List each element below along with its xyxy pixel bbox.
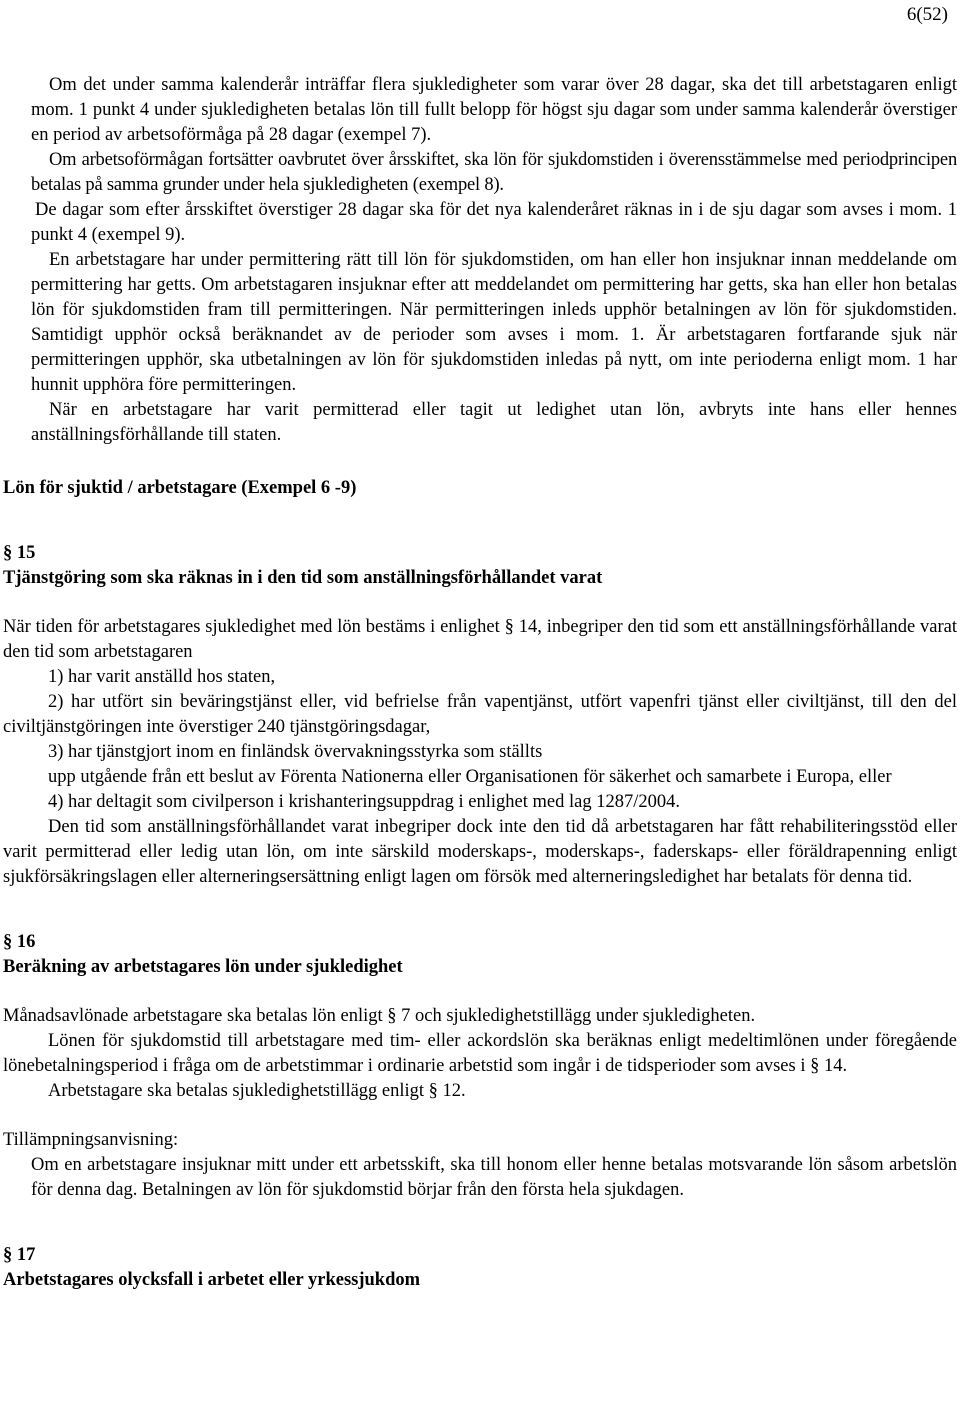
section-heading: Lön för sjuktid / arbetstagare (Exempel 6 -9) bbox=[3, 478, 357, 498]
s16-paragraph-2: Lönen för sjukdomstid till arbetstagare med tim- eller ackordslön ska beräknas enligt medeltimlönen under föregående lönebetalningsperiod i fråga om de arbetstimmar i ordinarie arbetstid som ingår i de tidsperioder som avses i § 14. bbox=[3, 1031, 957, 1076]
page-number: 6(52) bbox=[906, 4, 948, 25]
guidance-label: Tillämpningsanvisning: bbox=[3, 1130, 179, 1150]
intro-block bbox=[3, 73, 957, 448]
paragraph-title-15: Tjänstgöring som ska räknas in i den tid som anställningsförhållandet varat bbox=[3, 568, 603, 588]
s15-item-3: 3) har tjänstgjort inom en finländsk övervakningsstyrka som ställts bbox=[48, 742, 543, 762]
spacer bbox=[3, 1104, 957, 1128]
intro-paragraph-4: En arbetstagare har under permittering rätt till lön för sjukdomstiden, om han eller hon insjuknar innan meddelande om permittering har getts. Om arbetstagaren insjuknar efter att meddelandet om permittering har getts, ska han eller hon betalas lön för sjukdomstiden fram till permitteringen. När permitteringen inleds upphör betalningen av lön för sjukdomstiden. Samtidigt upphör också beräknandet av de perioder som avses i mom. 1. Är arbetstagaren fortfarande sjuk när permitteringen upphör, ska utbetalningen av lön för sjukdomstiden inledas på nytt, om inte perioderna enligt mom. 1 har hunnit upphöra före permitteringen. bbox=[31, 250, 957, 395]
intro-paragraph-3: De dagar som efter årsskiftet överstiger 28 dagar ska för det nya kalenderåret räknas in i de sju dagar som avses i mom. 1 punkt 4 (exempel 9). bbox=[31, 200, 957, 245]
s15-lead: När tiden för arbetstagares sjukledighet med lön bestäms i enlighet § 14, inbegriper den tid som ett anställningsförhållande varat den tid som arbetstagaren bbox=[3, 617, 957, 662]
paragraph-number-17: § 17 bbox=[3, 1245, 36, 1265]
s15-item-3-cont: upp utgående från ett beslut av Förenta Nationerna eller Organisationen för säkerhet och samarbete i Europa, eller bbox=[48, 767, 892, 787]
section-15 bbox=[3, 541, 957, 890]
s15-item-1: 1) har varit anställd hos staten, bbox=[48, 667, 276, 687]
s15-item-4: 4) har deltagit som civilperson i krishanteringsuppdrag i enlighet med lag 1287/2004. bbox=[48, 792, 680, 812]
paragraph-number-15: § 15 bbox=[3, 543, 36, 563]
paragraph-title-17: Arbetstagares olycksfall i arbetet eller yrkessjukdom bbox=[3, 1270, 421, 1290]
section-17 bbox=[3, 1243, 957, 1293]
guidance-text: Om en arbetstagare insjuknar mitt under ett arbetsskift, ska till honom eller henne betalas motsvarande lön såsom arbetslön för denna dag. Betalningen av lön för sjukdomstid börjar från den första hela sjukdagen. bbox=[31, 1155, 957, 1200]
document-body bbox=[3, 73, 957, 1293]
s16-paragraph-1: Månadsavlönade arbetstagare ska betalas lön enligt § 7 och sjukledighetstillägg under sjukledigheten. bbox=[3, 1006, 756, 1026]
s15-item-2: 2) har utfört sin beväringstjänst eller, vid befrielse från vapentjänst, utfört vapenfri tjänst eller civiltjänst, till den del civiltjänstgöringen inte överstiger 240 tjänstgöringsdagar, bbox=[3, 692, 957, 737]
intro-paragraph-5: När en arbetstagare har varit permitterad eller tagit ut ledighet utan lön, avbryts inte hans eller hennes anställningsförhållande till staten. bbox=[31, 400, 957, 445]
paragraph-title-16: Beräkning av arbetstagares lön under sjukledighet bbox=[3, 957, 403, 977]
intro-paragraph-1: Om det under samma kalenderår inträffar flera sjukledigheter som varar över 28 dagar, ska det till arbetstagaren enligt mom. 1 punkt 4 under sjukledigheten betalas lön till fullt belopp för högst sju dagar som under samma kalenderår överstiger en period av arbetsoförmåga på 28 dagar (exempel 7). bbox=[31, 75, 957, 145]
intro-paragraph-2: Om arbetsoförmågan fortsätter oavbrutet över årsskiftet, ska lön för sjukdomstiden i överensstämmelse med periodprincipen betalas på samma grunder under hela sjukledigheten (exempel 8). bbox=[31, 150, 957, 195]
paragraph-number-16: § 16 bbox=[3, 932, 36, 952]
section-16 bbox=[3, 930, 957, 1203]
s15-closing: Den tid som anställningsförhållandet varat inbegriper dock inte den tid då arbetstagaren har fått rehabiliteringsstöd eller varit permitterad eller ledig utan lön, om inte särskild moderskaps-, moderskaps-, faderskaps- eller föräldrapenning enligt sjukförsäkringslagen eller alterneringsersättning enligt lagen om försök med alterneringsledighet har betalats för denna tid. bbox=[3, 817, 957, 887]
s16-paragraph-3: Arbetstagare ska betalas sjukledighetstillägg enligt § 12. bbox=[48, 1081, 466, 1101]
